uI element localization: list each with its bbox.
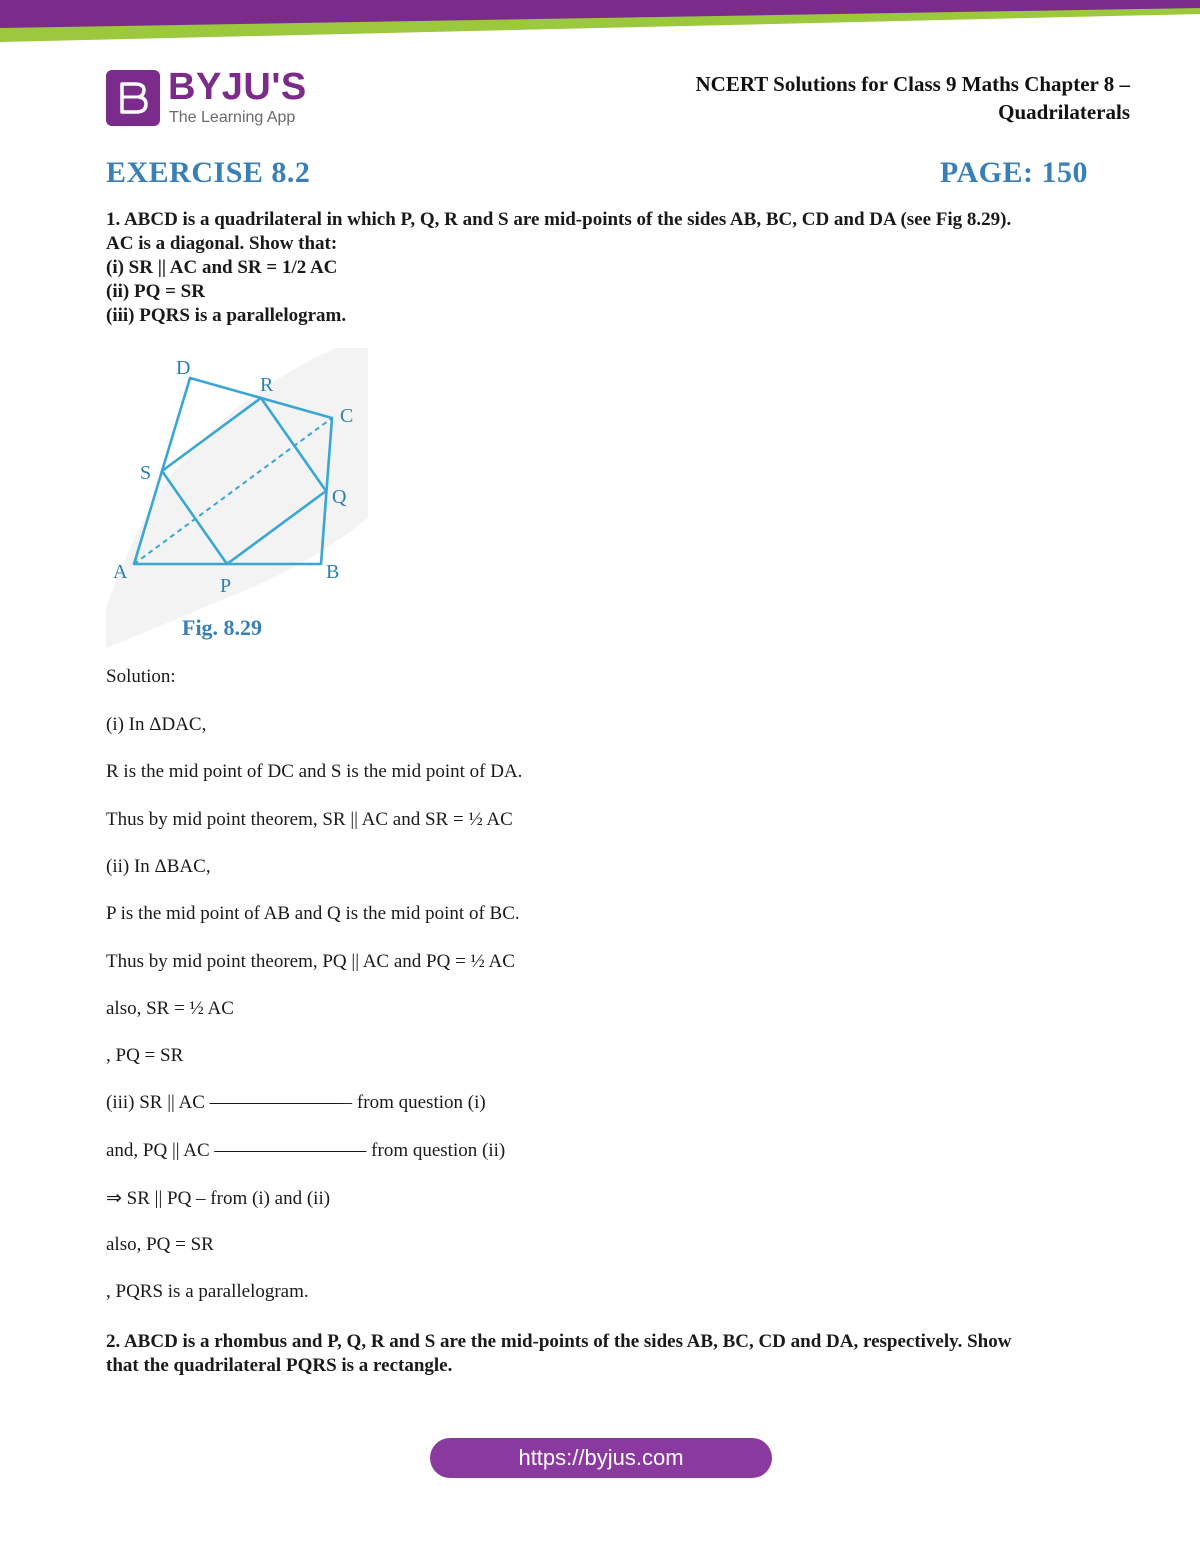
solution-heading: Solution:	[106, 666, 176, 687]
page-number-heading: PAGE: 150	[939, 156, 1088, 189]
label-p: P	[220, 575, 232, 597]
question-2	[106, 1330, 1106, 1378]
byjus-logo-tagline: The Learning App	[169, 109, 296, 126]
label-b: B	[326, 561, 340, 583]
figure-8-29	[106, 348, 368, 648]
byjus-logo	[106, 66, 316, 130]
solution-line: ⇒ SR || PQ – from (i) and (ii)	[106, 1188, 331, 1209]
solution-line: also, PQ = SR	[106, 1234, 214, 1255]
question-1-part-i: (i) SR || AC and SR = 1/2 AC	[106, 257, 338, 278]
label-r: R	[260, 374, 274, 396]
byjus-logo-wordmark: BYJU'S	[168, 66, 307, 108]
document-title-line-1: NCERT Solutions for Class 9 Maths Chapter 8 –	[695, 72, 1130, 96]
solution-line: and, PQ || AC ———————— from question (ii)	[106, 1140, 506, 1161]
question-1-line-2: AC is a diagonal. Show that:	[106, 233, 338, 254]
question-1	[106, 208, 1106, 328]
label-d: D	[176, 357, 191, 379]
byjus-logo-mark-icon	[106, 70, 160, 126]
question-2-line-2: that the quadrilateral PQRS is a rectangle.	[106, 1355, 453, 1376]
top-decorative-band	[0, 0, 1200, 42]
label-a: A	[113, 561, 128, 583]
label-s: S	[140, 462, 152, 484]
footer-url-link[interactable]: https://byjus.com	[430, 1438, 772, 1478]
label-c: C	[340, 405, 354, 427]
question-1-part-ii: (ii) PQ = SR	[106, 281, 205, 302]
solution-line: also, SR = ½ AC	[106, 998, 234, 1019]
document-title-line-2: Quadrilaterals	[998, 100, 1130, 124]
solution-line: (iii) SR || AC ———————– from question (i)	[106, 1092, 486, 1113]
solution-line: , PQRS is a parallelogram.	[106, 1281, 309, 1302]
exercise-heading: EXERCISE 8.2	[106, 156, 311, 189]
label-q: Q	[332, 486, 347, 508]
question-1-line-1: 1. ABCD is a quadrilateral in which P, Q, R and S are mid-points of the sides AB, BC, CD and DA (see Fig 8.29).	[106, 209, 1012, 230]
question-1-part-iii: (iii) PQRS is a parallelogram.	[106, 305, 347, 326]
solution-line: R is the mid point of DC and S is the mid point of DA.	[106, 761, 523, 782]
solution-line: Thus by mid point theorem, SR || AC and SR = ½ AC	[106, 809, 513, 830]
figure-watermark	[106, 348, 368, 648]
solution-line: , PQ = SR	[106, 1045, 184, 1066]
solution-line: (ii) In ΔBAC,	[106, 856, 211, 877]
solution-line: (i) In ΔDAC,	[106, 714, 207, 735]
solution-line: P is the mid point of AB and Q is the mid point of BC.	[106, 903, 520, 924]
solution-line: Thus by mid point theorem, PQ || AC and PQ = ½ AC	[106, 951, 515, 972]
question-2-line-1: 2. ABCD is a rhombus and P, Q, R and S are the mid-points of the sides AB, BC, CD and DA, respectively. Show	[106, 1331, 1012, 1352]
document-title	[696, 70, 1131, 126]
figure-caption: Fig. 8.29	[182, 615, 263, 640]
